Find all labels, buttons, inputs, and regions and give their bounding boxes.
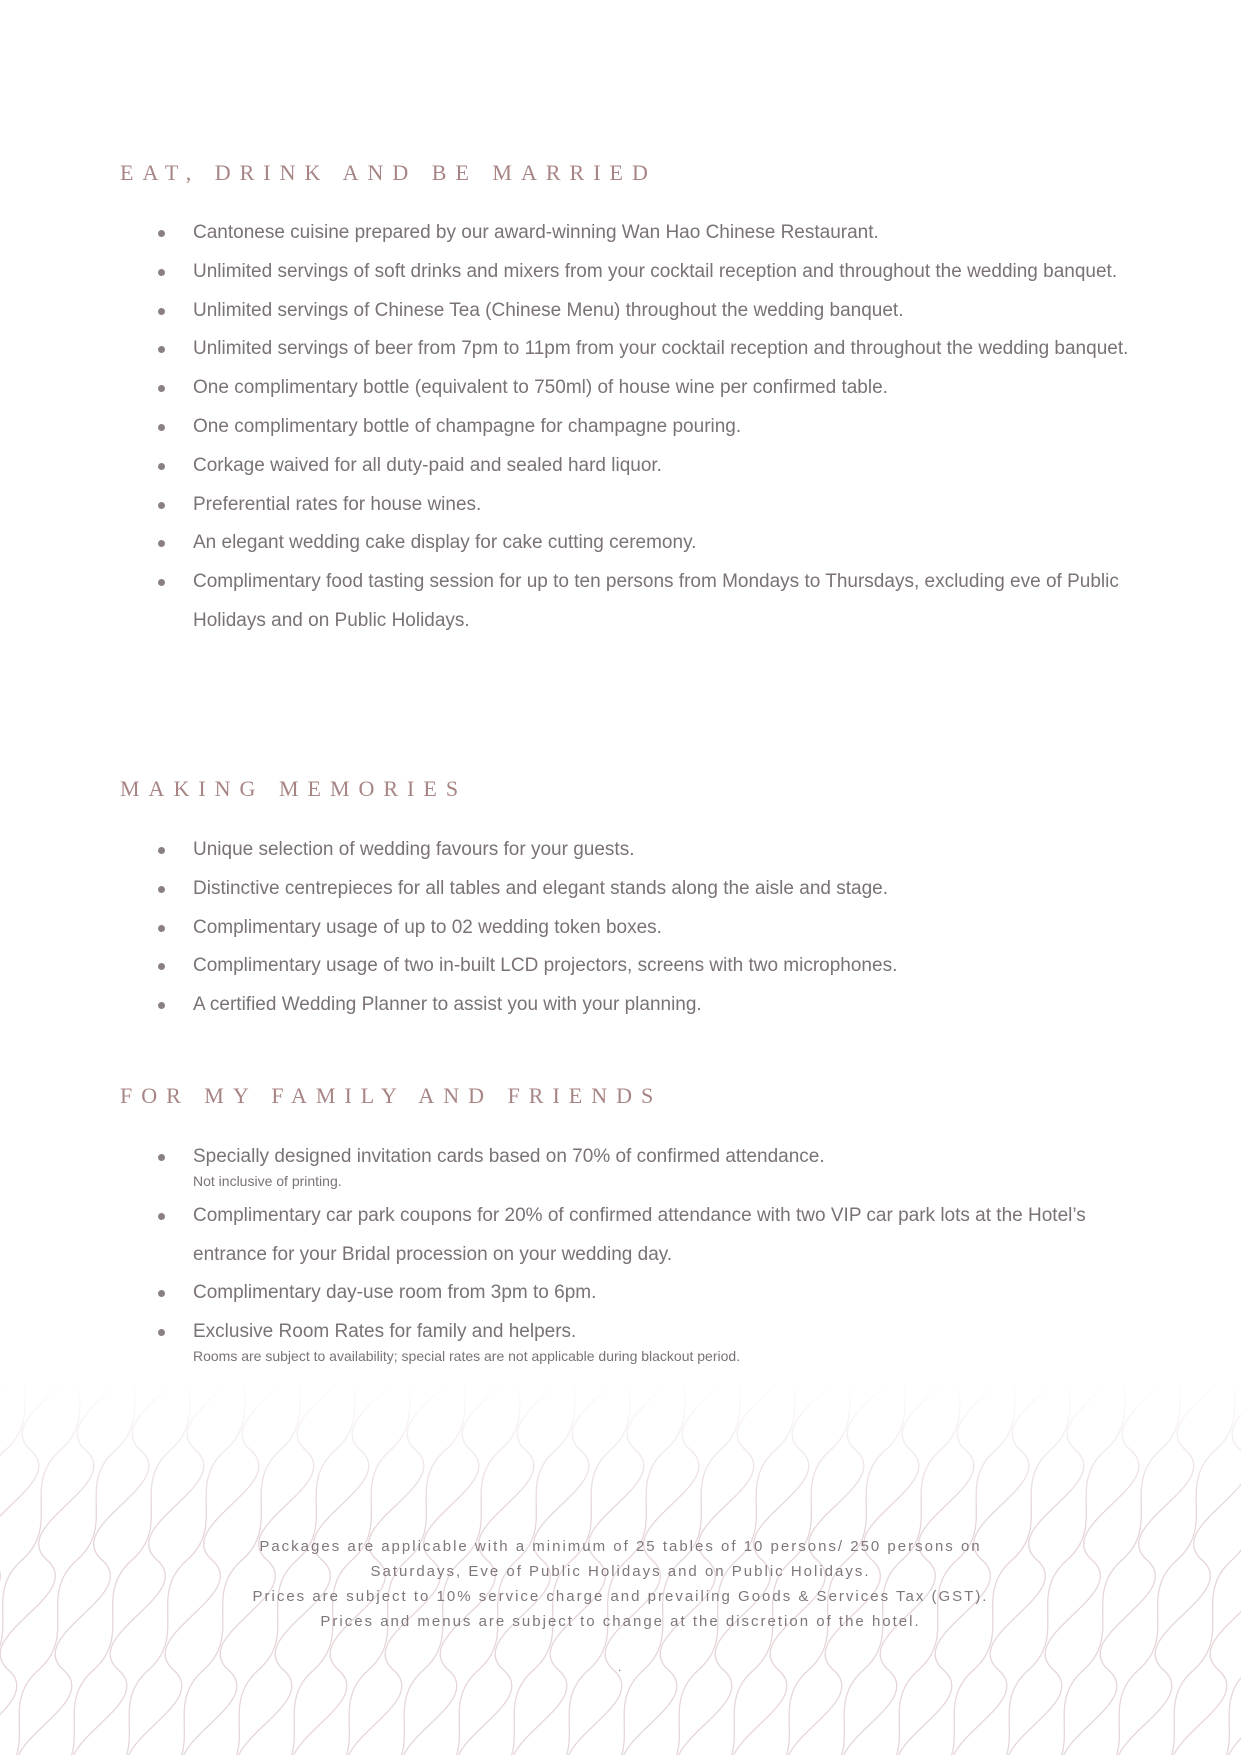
list-item-note: Rooms are subject to availability; special rates are not applicable during blackout period. — [193, 1347, 741, 1364]
list-item-text: A certified Wedding Planner to assist you with your planning. — [193, 994, 702, 1016]
list-item — [0, 408, 1153, 447]
list-item — [0, 486, 1153, 525]
list-item-text: An elegant wedding cake display for cake cutting ceremony. — [193, 532, 697, 554]
list-item-text: Exclusive Room Rates for family and helpers. — [193, 1321, 577, 1343]
list-item-text: Complimentary food tasting session for up to ten persons from Mondays to Thursdays, excluding eve of Public Holidays and on Public Holidays. — [193, 571, 1119, 631]
list-item — [0, 214, 1153, 253]
footer-line: Packages are applicable with a minimum of 25 tables of 10 persons/ 250 persons on — [259, 1538, 982, 1555]
list-item-text: One complimentary bottle (equivalent to 750ml) of house wine per confirmed table. — [193, 377, 888, 399]
list-item — [0, 1197, 1153, 1275]
list-item — [0, 292, 1153, 331]
footer-mark: . — [618, 1660, 622, 1674]
section-heading-making-memories: MAKING MEMORIES — [120, 776, 468, 801]
bullet-icon — [158, 424, 165, 431]
list-item-text: Complimentary usage of up to 02 wedding token boxes. — [193, 916, 662, 938]
bullet-icon — [158, 1002, 165, 1009]
list-item — [0, 870, 1153, 909]
list-item-text: Distinctive centrepieces for all tables and elegant stands along the aisle and stage. — [193, 877, 888, 899]
list-item — [0, 1313, 1153, 1366]
footer-line: Prices are subject to 10% service charge and prevailing Goods & Services Tax (GST). — [252, 1588, 989, 1605]
section-heading-family-friends: FOR MY FAMILY AND FRIENDS — [120, 1083, 663, 1108]
bullet-icon — [158, 463, 165, 470]
list-item-text: Unlimited servings of Chinese Tea (Chinese Menu) throughout the wedding banquet. — [193, 299, 904, 321]
bullet-icon — [158, 886, 165, 893]
bullet-icon — [158, 1154, 165, 1161]
list-item-text: Corkage waived for all duty-paid and sealed hard liquor. — [193, 454, 662, 476]
list-item-text: Unique selection of wedding favours for your guests. — [193, 839, 635, 860]
bullet-icon — [158, 847, 165, 854]
list-item — [0, 1138, 1153, 1191]
bullet-icon — [158, 1213, 165, 1220]
section-heading-eat-drink: EAT, DRINK AND BE MARRIED — [120, 160, 657, 185]
list-item — [0, 524, 1153, 563]
list-making-memories — [0, 831, 1241, 1025]
footer-terms — [0, 1534, 1241, 1634]
list-item — [0, 330, 1153, 369]
list-item-text: Unlimited servings of soft drinks and mixers from your cocktail reception and throughout the wedding banquet. — [193, 260, 1118, 282]
bullet-icon — [158, 925, 165, 932]
footer-line: Prices and menus are subject to change at the discretion of the hotel. — [320, 1613, 921, 1630]
list-item-text: Complimentary usage of two in-built LCD projectors, screens with two microphones. — [193, 955, 898, 977]
bullet-icon — [158, 502, 165, 509]
bullet-icon — [158, 579, 165, 586]
list-item-note: Not inclusive of printing. — [193, 1172, 342, 1189]
list-item — [0, 447, 1153, 486]
list-item — [0, 831, 1153, 870]
list-item — [0, 563, 1153, 641]
bullet-icon — [158, 346, 165, 353]
list-item-text: Preferential rates for house wines. — [193, 493, 482, 515]
list-item-text: One complimentary bottle of champagne for champagne pouring. — [193, 415, 742, 437]
list-eat-drink — [0, 214, 1241, 641]
list-family-friends — [0, 1138, 1241, 1372]
list-item — [0, 986, 1153, 1025]
list-item — [0, 369, 1153, 408]
bullet-icon — [158, 230, 165, 237]
list-item-text: Unlimited servings of beer from 7pm to 11pm from your cocktail reception and throughout the wedding banquet. — [193, 338, 1129, 360]
list-item — [0, 947, 1153, 986]
bullet-icon — [158, 385, 165, 392]
list-item-text: Complimentary car park coupons for 20% of confirmed attendance with two VIP car park lots at the Hotel’s entrance for your Bridal procession on your wedding day. — [193, 1204, 1086, 1265]
footer-line: Saturdays, Eve of Public Holidays and on Public Holidays. — [370, 1563, 871, 1580]
bullet-icon — [158, 963, 165, 970]
list-item-text: Specially designed invitation cards based on 70% of confirmed attendance. — [193, 1146, 825, 1167]
list-item-text: Complimentary day-use room from 3pm to 6pm. — [193, 1282, 597, 1304]
list-item — [0, 909, 1153, 948]
bullet-icon — [158, 308, 165, 315]
list-item-text: Cantonese cuisine prepared by our award-winning Wan Hao Chinese Restaurant. — [193, 222, 879, 243]
bullet-icon — [158, 540, 165, 547]
bullet-icon — [158, 269, 165, 276]
list-item — [0, 1274, 1153, 1313]
bullet-icon — [158, 1290, 165, 1297]
bullet-icon — [158, 1329, 165, 1336]
list-item — [0, 253, 1153, 292]
